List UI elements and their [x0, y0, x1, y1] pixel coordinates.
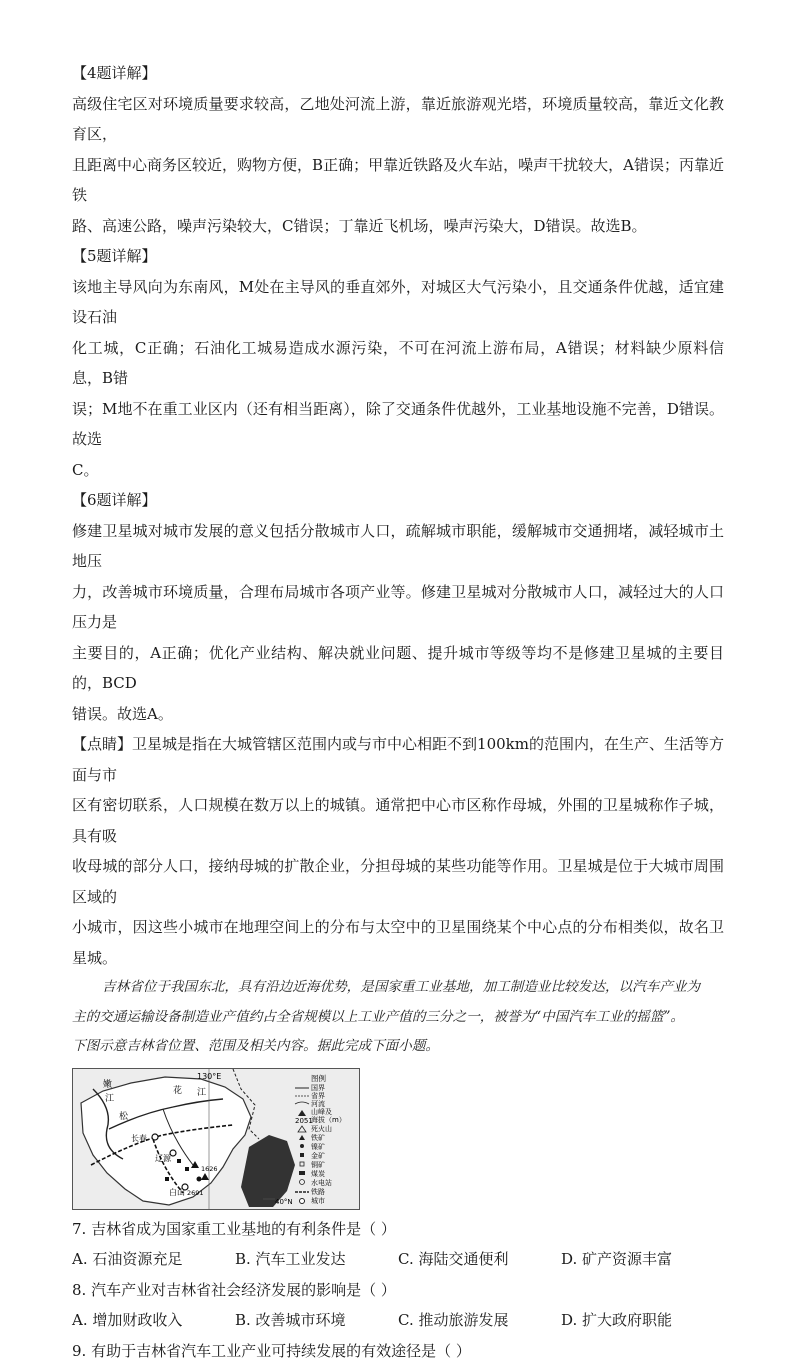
river-label-song: 松: [119, 1111, 129, 1122]
q8-option-a[interactable]: A. 增加财政收入: [72, 1310, 183, 1329]
city-label-liaoyuan: 辽源: [155, 1153, 171, 1163]
q6-heading: 【6题详解】: [72, 491, 157, 509]
q6-line-1: 修建卫星城对城市发展的意义包括分散城市人口，疏解城市职能，缓解城市交通拥堵，减轻城市土地压: [72, 521, 724, 570]
city-changchun-symbol: [152, 1134, 158, 1140]
q4-line-3: 路、高速公路，噪声污染较大，C错误；丁靠近飞机场，噪声污染大，D错误。故选B。: [72, 216, 647, 235]
legend-title: 图例: [311, 1073, 326, 1083]
legend-item-4: 海拔（m）: [311, 1115, 346, 1124]
legend-item-10: 煤炭: [311, 1169, 325, 1178]
q5-heading: 【5题详解】: [72, 247, 157, 265]
q5-line-3: 误；M地不在重工业区内（还有相当距离），除了交通条件优越外，工业基地设施不完善，D错误。故选: [72, 399, 724, 448]
tip-line-4: 小城市，因这些小城市在地理空间上的分布与太空中的卫星围绕某个中心点的分布相类似，故名卫星城。: [72, 918, 724, 967]
q5-line-4: C。: [72, 460, 99, 479]
legend-item-8: 金矿: [311, 1151, 325, 1160]
question-9-stem: 9. 有助于吉林省汽车工业产业可持续发展的有效途径是（ ）: [72, 1341, 471, 1360]
mine-symbol: [197, 1176, 202, 1181]
tip-line-1: 【点睛】卫星城是指在大城管辖区范围内或与市中心相距不到100km的范围内，在生产、生活等方面与市: [72, 735, 724, 784]
q4-line-1: 高级住宅区对环境质量要求较高，乙地处河流上游，靠近旅游观光塔，环境质量较高，靠近文化教育区，: [72, 94, 724, 143]
question-7-options: [72, 1244, 724, 1275]
question-8-options: [72, 1305, 724, 1336]
q8-option-c[interactable]: C. 推动旅游发展: [398, 1310, 509, 1329]
mine-symbol: [165, 1177, 169, 1181]
river-label-hua: 花: [173, 1085, 183, 1096]
lat-label: 40°N: [275, 1197, 293, 1206]
legend-item-2: 河流: [311, 1099, 325, 1108]
legend-item-0: 国界: [311, 1083, 325, 1092]
river-label-nen-2: 江: [105, 1093, 115, 1104]
legend-item-13: 城市: [311, 1196, 325, 1205]
q6-line-3: 主要目的，A正确；优化产业结构、解决就业问题、提升城市等级等均不是修建卫星城的主要目的，BCD: [72, 643, 724, 692]
lon-label: 130°E: [197, 1071, 222, 1081]
passage-line-3: 下图示意吉林省位置、范围及相关内容。据此完成下面小题。: [72, 1038, 440, 1054]
legend-elev-2051: 2051: [295, 1116, 313, 1125]
elev-2691: 2691: [187, 1188, 204, 1197]
q8-option-b[interactable]: B. 改善城市环境: [235, 1310, 346, 1329]
jilin-map-svg: [73, 1069, 359, 1209]
tip-line-3: 收母城的部分人口，接纳母城的扩散企业，分担母城的某些功能等作用。卫星城是位于大城市周围区域的: [72, 857, 724, 906]
q7-option-c[interactable]: C. 海陆交通便利: [398, 1249, 509, 1268]
q4-heading: 【4题详解】: [72, 64, 157, 82]
legend-item-7: 镍矿: [311, 1142, 325, 1151]
q5-line-1: 该地主导风向为东南风，M处在主导风的垂直郊外，对城区大气污染小，且交通条件优越，适宜建设石油: [72, 277, 724, 326]
legend-item-9: 铜矿: [311, 1160, 325, 1169]
river-label-jiang: 江: [197, 1087, 207, 1098]
q6-line-4: 错误。故选A。: [72, 704, 173, 723]
passage-line-1: 吉林省位于我国东北，具有沿边近海优势，是国家重工业基地，加工制造业比较发达，以汽车产业为: [102, 979, 701, 995]
q7-option-a[interactable]: A. 石油资源充足: [72, 1249, 183, 1268]
question-8-stem: 8. 汽车产业对吉林省社会经济发展的影响是（ ）: [72, 1280, 396, 1299]
q7-option-b[interactable]: B. 汽车工业发达: [235, 1249, 346, 1268]
river-label-nen-1: 嫩: [103, 1079, 113, 1090]
tip-line-2: 区有密切联系，人口规模在数万以上的城镇。通常把中心市区称作母城，外围的卫星城称作子城，具有吸: [72, 796, 724, 845]
legend-item-5: 死火山: [311, 1124, 332, 1133]
question-7-stem: 7. 吉林省成为国家重工业基地的有利条件是（ ）: [72, 1219, 396, 1238]
legend-item-11: 水电站: [311, 1178, 332, 1187]
mine-symbol: [185, 1167, 189, 1171]
q8-option-d[interactable]: D. 扩大政府职能: [561, 1310, 673, 1329]
elev-1626: 1626: [201, 1164, 218, 1173]
q7-option-d[interactable]: D. 矿产资源丰富: [561, 1249, 673, 1268]
city-label-changchun: 长春: [131, 1133, 147, 1143]
q4-line-2: 且距离中心商务区较近，购物方便，B正确；甲靠近铁路及火车站，噪声干扰较大，A错误；丙靠近铁: [72, 155, 724, 204]
legend-item-12: 铁路: [311, 1187, 325, 1196]
legend-item-3: 山峰及: [311, 1107, 332, 1116]
jilin-map: [72, 1068, 360, 1210]
legend-item-1: 省界: [311, 1091, 325, 1100]
document-page: [72, 58, 724, 1366]
q6-line-2: 力，改善城市环境质量，合理布局城市各项产业等。修建卫星城对分散城市人口，减轻过大的人口压力是: [72, 582, 724, 631]
q5-line-2: 化工城，C正确；石油化工城易造成水源污染，不可在河流上游布局，A错误；材料缺少原料信息，B错: [72, 338, 724, 387]
passage-line-2: 主的交通运输设备制造业产值约占全省规模以上工业产值的三分之一，被誉为“中国汽车工业的摇篮”。: [72, 1008, 685, 1025]
legend-item-6: 铁矿: [311, 1133, 325, 1142]
city-label-baishan: 白山: [169, 1187, 185, 1197]
mine-symbol: [177, 1159, 181, 1163]
